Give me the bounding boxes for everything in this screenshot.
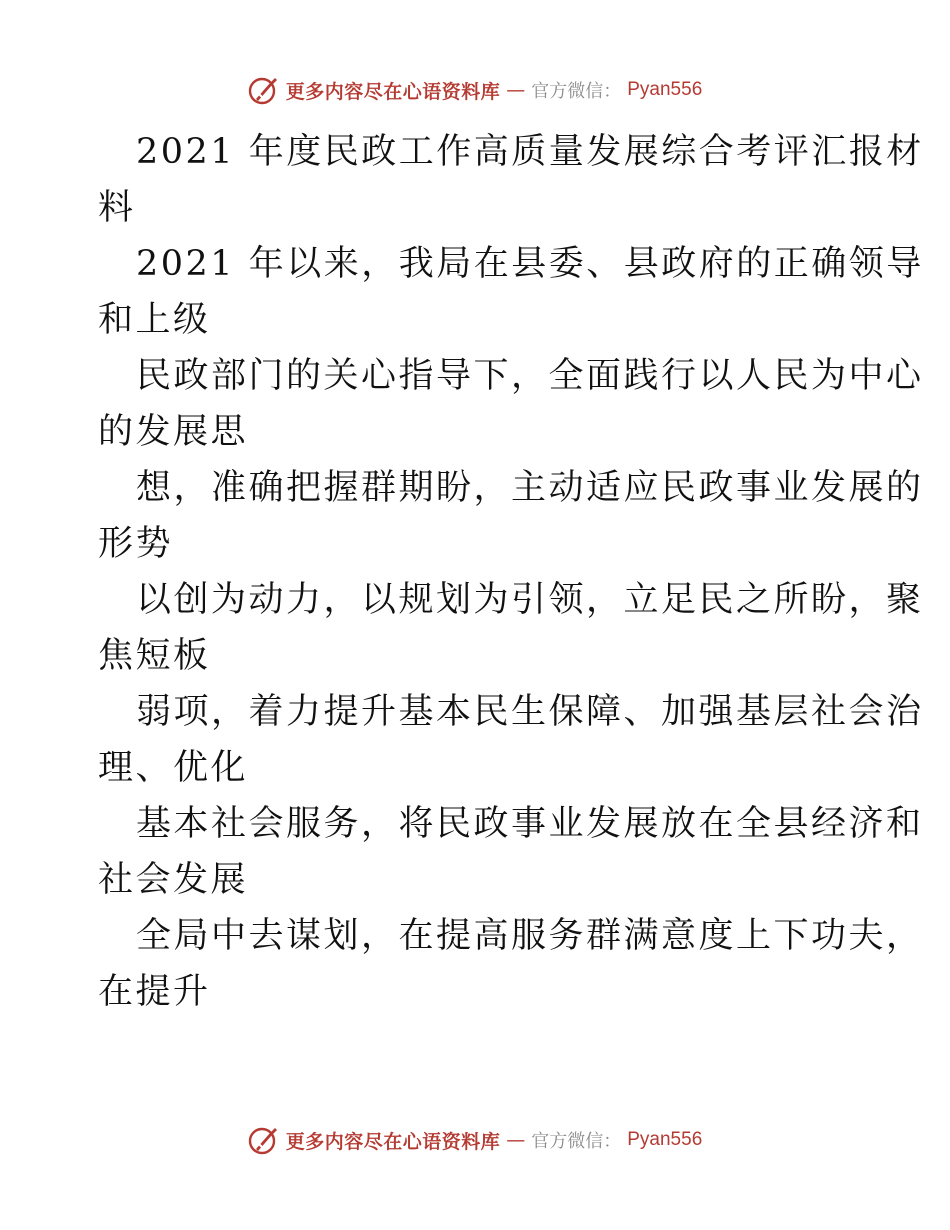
- header-banner: [0, 70, 950, 110]
- doc-line-2: 料: [98, 188, 136, 228]
- header-separator: —: [506, 79, 526, 101]
- doc-line-7: 想，准确把握群期盼，主动适应民政事业发展的: [136, 468, 924, 508]
- doc-line-13: 基本社会服务，将民政事业发展放在全县经济和: [136, 804, 924, 844]
- pen-logo-icon: [248, 1124, 280, 1156]
- doc-line-16: 在提升: [98, 972, 211, 1012]
- doc-line-5: 民政部门的关心指导下，全面践行以人民为中心: [136, 356, 924, 396]
- doc-line-8: 形势: [98, 524, 174, 564]
- footer-wechat-label: 官方微信：: [531, 1131, 622, 1152]
- doc-line-4: 和上级: [98, 300, 211, 340]
- doc-line-9: 以创为动力，以规划为引领，立足民之所盼，聚: [136, 580, 924, 620]
- doc-line-12: 理、优化: [98, 748, 249, 788]
- header-brand-text: 更多内容尽在心语资料库: [285, 80, 501, 103]
- header-wechat-id: Pyan556: [627, 79, 703, 100]
- pen-logo-icon: [248, 74, 280, 106]
- footer-wechat-id: Pyan556: [627, 1129, 703, 1150]
- doc-line-1: 2021 年度民政工作高质量发展综合考评汇报材: [136, 132, 924, 172]
- doc-line-11: 弱项，着力提升基本民生保障、加强基层社会治: [136, 692, 924, 732]
- doc-line-15: 全局中去谋划，在提高服务群满意度上下功夫，: [136, 916, 924, 956]
- document-body: [98, 124, 924, 1020]
- header-wechat-label: 官方微信：: [531, 81, 622, 102]
- doc-line-6: 的发展思: [98, 412, 249, 452]
- doc-line-3: 2021 年以来，我局在县委、县政府的正确领导: [136, 244, 924, 284]
- footer-banner: [0, 1120, 950, 1160]
- footer-brand-text: 更多内容尽在心语资料库: [285, 1130, 501, 1153]
- doc-line-14: 社会发展: [98, 860, 249, 900]
- doc-line-10: 焦短板: [98, 636, 211, 676]
- footer-separator: —: [506, 1129, 526, 1151]
